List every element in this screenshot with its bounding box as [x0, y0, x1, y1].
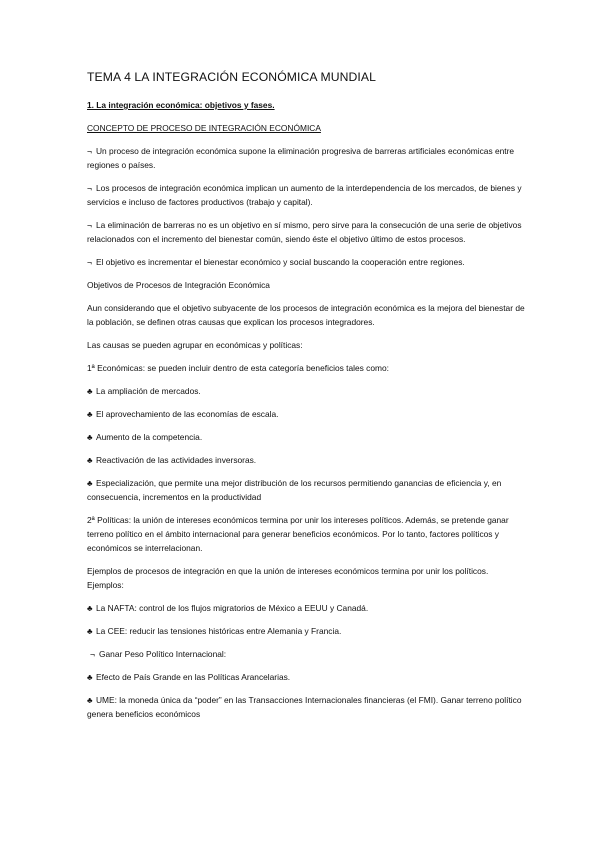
not-sign-icon: ¬ — [87, 183, 92, 193]
club-icon: ♣ — [87, 455, 93, 465]
not-sign-icon: ¬ — [90, 649, 95, 659]
paragraph: 2ª Políticas: la unión de intereses económicos termina por unir los intereses políticos. Además, se pretende ganar terreno político en el ámbito internacional para generar beneficios económicos. Por lo tanto, factores políticos y económicos se interrelacionan. — [87, 515, 509, 553]
paragraph: Las causas se pueden agrupar en económicas y políticas: — [87, 340, 303, 350]
extra-item: ♣ UME: la moneda única da “poder” en las Transacciones Internacionales financieras (el FMI). Ganar terreno político genera beneficios económicos — [87, 695, 522, 719]
club-icon: ♣ — [87, 386, 93, 396]
concept-bullet: ¬ El objetivo es incrementar el bienestar económico y social buscando la cooperación entre regiones. — [87, 257, 465, 267]
club-icon: ♣ — [87, 478, 93, 488]
economic-item: ♣ La ampliación de mercados. — [87, 386, 201, 396]
concept-bullet: ¬ La eliminación de barreras no es un objetivo en sí mismo, pero sirve para la consecución de una serie de objetivos relacionados con el incremento del bienestar común, siendo éste el objetivo último de estos procesos. — [87, 220, 522, 244]
section-heading: 1. La integración económica: objetivos y fases. — [87, 100, 275, 110]
club-icon: ♣ — [87, 672, 93, 682]
extra-item: ♣ Efecto de País Grande en las Políticas Arancelarias. — [87, 672, 291, 682]
not-sign-icon: ¬ — [87, 146, 92, 156]
not-sign-icon: ¬ — [87, 257, 92, 267]
club-icon: ♣ — [87, 432, 93, 442]
economic-item: ♣ Reactivación de las actividades inversoras. — [87, 455, 257, 465]
document-body — [87, 98, 527, 730]
economic-item: ♣ Especialización, que permite una mejor distribución de los recursos permitiendo ganancias de eficiencia y, en consecuencia, incrementos en la productividad — [87, 478, 502, 502]
club-icon: ♣ — [87, 695, 93, 705]
sub-bullet: ¬ Ganar Peso Político Internacional: — [90, 649, 227, 659]
economic-item: ♣ Aumento de la competencia. — [87, 432, 203, 442]
subheading-concept: CONCEPTO DE PROCESO DE INTEGRACIÓN ECONÓMICA — [87, 123, 321, 133]
paragraph: Ejemplos de procesos de integración en que la unión de intereses económicos termina por unir los políticos. Ejemplos: — [87, 566, 489, 590]
not-sign-icon: ¬ — [87, 220, 92, 230]
club-icon: ♣ — [87, 409, 93, 419]
economic-item: ♣ El aprovechamiento de las economías de escala. — [87, 409, 279, 419]
example-item: ♣ La NAFTA: control de los flujos migratorios de México a EEUU y Canadá. — [87, 603, 369, 613]
club-icon: ♣ — [87, 626, 93, 636]
club-icon: ♣ — [87, 603, 93, 613]
concept-bullet: ¬ Los procesos de integración económica implican un aumento de la interdependencia de los mercados, de bienes y servicios e incluso de factores productivos (trabajo y capital). — [87, 183, 522, 207]
paragraph: Aun considerando que el objetivo subyacente de los procesos de integración económica es la mejora del bienestar de la población, se definen otras causas que explican los procesos integradores. — [87, 303, 525, 327]
document-title: TEMA 4 LA INTEGRACIÓN ECONÓMICA MUNDIAL — [87, 70, 377, 84]
concept-bullet: ¬ Un proceso de integración económica supone la eliminación progresiva de barreras artificiales económicas entre regiones o países. — [87, 146, 515, 170]
example-item: ♣ La CEE: reducir las tensiones históricas entre Alemania y Francia. — [87, 626, 342, 636]
paragraph: 1ª Económicas: se pueden incluir dentro de esta categoría beneficios tales como: — [87, 363, 389, 373]
subheading-objectives: Objetivos de Procesos de Integración Económica — [87, 280, 270, 290]
